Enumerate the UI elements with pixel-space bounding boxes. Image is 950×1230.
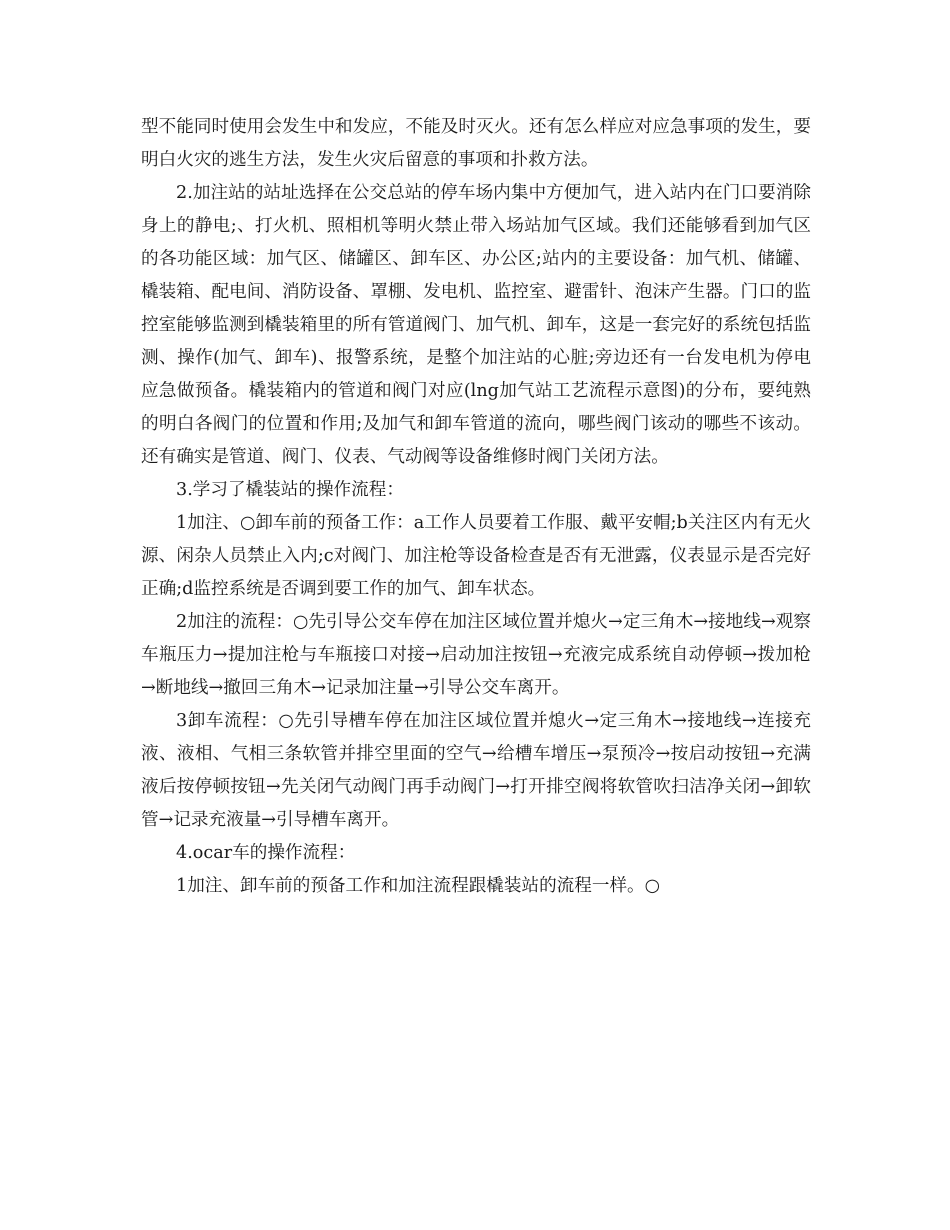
paragraph-skid-procedure-heading: 3.学习了橇装站的操作流程： [176, 480, 404, 500]
paragraph-preparation: 1加注、○卸车前的预备工作：a工作人员要着工作服、戴平安帽;b关注区内有无火源、闲杂人员禁止入内;c对阀门、加注枪等设备检查是否有无泄露，仪表显示是否完好正确;d监控系统是否调到要工作的加气、卸车状态。 [141, 513, 811, 599]
paragraph-fueling-procedure: 2加注的流程：○先引导公交车停在加注区域位置并熄火→定三角木→接地线→观察车瓶压力→提加注枪与车瓶接口对接→启动加注按钮→充液完成系统自动停顿→拨加枪→断地线→撤回三角木→记录加注量→引导公交车离开。 [141, 612, 811, 698]
paragraph-ocar-heading: 4.ocar车的操作流程： [176, 843, 356, 863]
paragraph-ocar-preparation: 1加注、卸车前的预备工作和加注流程跟橇装站的流程一样。○ [176, 876, 660, 896]
paragraph-unloading-procedure: 3卸车流程：○先引导槽车停在加注区域位置并熄火→定三角木→接地线→连接充液、液相、气相三条软管并排空里面的空气→给槽车增压→泵预冷→按启动按钮→充满液后按停顿按钮→先关闭气动阀门再手动阀门→打开排空阀将软管吹扫洁净关闭→卸软管→记录充液量→引导槽车离开。 [141, 711, 811, 830]
paragraph-station-site: 2.加注站的站址选择在公交总站的停车场内集中方便加气，进入站内在门口要消除身上的静电;、打火机、照相机等明火禁止带入场站加气区域。我们还能够看到加气区的各功能区域：加气区、储罐区、卸车区、办公区;站内的主要设备：加气机、储罐、橇装箱、配电间、消防设备、罩棚、发电机、监控室、避雷针、泡沫产生器。门口的监控室能够监测到橇装箱里的所有管道阀门、加气机、卸车，这是一套完好的系统包括监测、操作(加气、卸车)、报警系统，是整个加注站的心脏;旁边还有一台发电机为停电应急做预备。橇装箱内的管道和阀门对应(lng加气站工艺流程示意图)的分布，要纯熟的明白各阀门的位置和作用;及加气和卸车管道的流向，哪些阀门该动的哪些不该动。还有确实是管道、阀门、仪表、气动阀等设备维修时阀门关闭方法。 [141, 183, 811, 467]
document-body [141, 111, 811, 903]
paragraph-continuation: 型不能同时使用会发生中和发应，不能及时灭火。还有怎么样应对应急事项的发生，要明白火灾的逃生方法，发生火灾后留意的事项和扑救方法。 [141, 117, 811, 170]
